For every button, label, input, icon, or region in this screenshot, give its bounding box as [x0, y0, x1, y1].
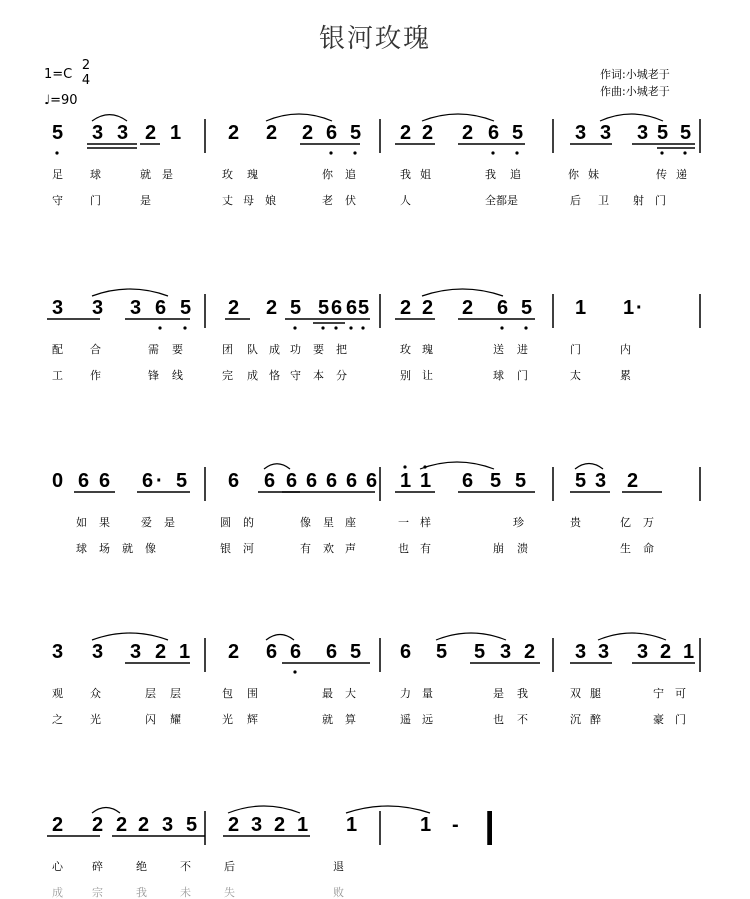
note: 1 — [400, 470, 412, 492]
octave-dot-low — [683, 151, 686, 154]
lyric-verse-2: 欢 — [323, 542, 334, 555]
lyric-verse-2: 宗 — [92, 886, 103, 899]
lyric-verse-2: 累 — [620, 369, 631, 382]
lyric-verse-2: 卫 — [598, 194, 609, 207]
note: 5 — [290, 297, 302, 319]
note: 3 — [130, 297, 142, 319]
note: 0 — [52, 470, 64, 492]
note: 6 — [326, 641, 338, 663]
lyric-verse-2: 让 — [422, 369, 433, 382]
note: - — [452, 814, 459, 836]
lyric-verse-2: 守 — [290, 369, 301, 382]
note: 6 — [462, 470, 474, 492]
lyric-verse-1: 星 — [323, 516, 334, 529]
lyric-verse-1: 的 — [243, 516, 254, 529]
lyric-verse-1: 后 — [224, 860, 235, 873]
note: 2 — [302, 122, 314, 144]
lyric-verse-1: 大 — [345, 687, 356, 700]
lyric-verse-1: 瑰 — [247, 168, 258, 181]
lyric-verse-2: 母 — [243, 194, 254, 207]
note: 3 — [575, 641, 587, 663]
lyric-verse-1: 心 — [52, 860, 63, 873]
note: 1 — [170, 122, 182, 144]
lyric-verse-1: 层 — [170, 687, 181, 700]
note: 6 — [78, 470, 90, 492]
note: 6 — [266, 641, 278, 663]
slur — [420, 462, 494, 469]
lyric-verse-1: 样 — [420, 516, 431, 529]
lyric-verse-1: 门 — [570, 343, 581, 356]
note: 1 — [420, 814, 432, 836]
note: 6 — [99, 470, 111, 492]
slur — [266, 635, 294, 641]
note: 2 — [138, 814, 150, 836]
lyric-verse-2: 太 — [570, 369, 581, 382]
lyric-verse-2: 全都是 — [485, 194, 518, 207]
note: 3 — [600, 122, 612, 144]
lyric-verse-2: 完 — [222, 369, 233, 382]
lyric-verse-2: 像 — [145, 542, 156, 555]
slur — [600, 114, 663, 121]
note: 3 — [92, 641, 104, 663]
lyric-verse-2: 耀 — [170, 713, 181, 726]
lyric-verse-2: 锋 — [148, 369, 159, 382]
note: 2 — [266, 297, 278, 319]
note: 3 — [117, 122, 129, 144]
lyric-verse-2: 分 — [336, 369, 347, 382]
lyric-verse-1: 进 — [517, 343, 528, 356]
lyric-verse-1: 是 — [493, 687, 504, 700]
lyric-verse-2: 门 — [517, 369, 528, 382]
note: 3 — [598, 641, 610, 663]
lyric-verse-1: 围 — [247, 687, 258, 700]
note: 6 — [497, 297, 509, 319]
note: 5 — [186, 814, 198, 836]
lyric-verse-2: 人 — [400, 194, 411, 207]
slur — [422, 114, 494, 121]
lyric-verse-2: 球 — [493, 369, 504, 382]
note: 3 — [92, 122, 104, 144]
slur — [92, 115, 127, 121]
note: 2 — [228, 814, 240, 836]
lyric-verse-2: 球 — [76, 542, 87, 555]
note: 6 — [400, 641, 412, 663]
quarter-note-icon: ♩ — [44, 93, 51, 108]
lyric-verse-1: 你 — [568, 168, 579, 181]
lyric-verse-1: 团 — [222, 343, 233, 356]
note: 6 — [346, 297, 358, 319]
note: 2 — [145, 122, 157, 144]
lyric-verse-2: 成 — [247, 369, 258, 382]
note: 1 — [179, 641, 191, 663]
octave-dot-low — [500, 326, 503, 329]
note: 6 — [290, 641, 302, 663]
lyric-verse-1: 玫 — [400, 343, 411, 356]
lyric-verse-1: 退 — [333, 860, 344, 873]
note: 5 — [350, 641, 362, 663]
lyric-verse-2: 场 — [99, 542, 110, 555]
note: 3 — [500, 641, 512, 663]
lyric-verse-2: 成 — [52, 886, 63, 899]
slur — [228, 806, 300, 813]
lyric-verse-2: 溃 — [517, 542, 528, 555]
note: 6 — [155, 297, 167, 319]
lyric-verse-1: 爱 — [141, 516, 152, 529]
lyric-verse-1: 一 — [398, 516, 409, 529]
lyric-verse-1: 我 — [517, 687, 528, 700]
note: 3 — [251, 814, 263, 836]
lyric-verse-1: 像 — [300, 516, 311, 529]
note: 5 — [52, 122, 64, 144]
note: 5 — [490, 470, 502, 492]
lyric-verse-2: 河 — [243, 542, 254, 555]
lyric-verse-1: 要 — [172, 343, 183, 356]
lyric-verse-1: 功 — [290, 343, 301, 356]
lyric-verse-2: 门 — [675, 713, 686, 726]
note: 1 — [297, 814, 309, 836]
lyric-verse-2: 别 — [400, 369, 411, 382]
note: 2 — [462, 122, 474, 144]
lyric-verse-1: 万 — [643, 516, 654, 529]
note: 1 — [623, 297, 635, 319]
note: 3 — [595, 470, 607, 492]
note: 1 — [346, 814, 358, 836]
lyric-verse-1: 传 — [656, 168, 667, 181]
lyric-verse-1: 内 — [620, 343, 631, 356]
lyric-verse-2: 作 — [90, 369, 101, 382]
lyric-verse-2: 恪 — [269, 369, 280, 382]
note: 5 — [436, 641, 448, 663]
note: 6 — [326, 470, 338, 492]
lyric-verse-2: 生 — [620, 542, 631, 555]
note: 5 — [575, 470, 587, 492]
lyric-verse-2: 老 — [322, 194, 333, 207]
lyric-verse-1: 包 — [222, 687, 233, 700]
note: 2 — [422, 122, 434, 144]
lyric-verse-2: 沉 — [570, 713, 581, 726]
octave-dot-low — [183, 326, 186, 329]
note: 2 — [116, 814, 128, 836]
lyric-verse-1: 我 — [485, 168, 496, 181]
octave-dot-low — [293, 326, 296, 329]
lyric-verse-2: 失 — [224, 886, 235, 899]
note: 3 — [637, 122, 649, 144]
lyric-verse-2: 醉 — [590, 713, 601, 726]
octave-dot-low — [293, 670, 296, 673]
octave-dot-low — [660, 151, 663, 154]
note: 2 — [274, 814, 286, 836]
note: 2 — [92, 814, 104, 836]
lyric-verse-2: 就 — [122, 542, 133, 555]
lyric-verse-1: 量 — [422, 687, 433, 700]
slur — [422, 289, 503, 296]
note: 3 — [575, 122, 587, 144]
lyric-verse-1: 可 — [675, 687, 686, 700]
lyric-verse-1: 你 — [322, 168, 333, 181]
lyric-verse-1: 果 — [99, 516, 110, 529]
lyric-verse-2: 我 — [136, 886, 147, 899]
lyric-verse-1: 层 — [145, 687, 156, 700]
note: 2 — [228, 641, 240, 663]
lyric-verse-2: 娘 — [265, 194, 276, 207]
note: 2 — [627, 470, 639, 492]
slur — [436, 633, 506, 640]
lyric-verse-2: 后 — [570, 194, 581, 207]
lyric-verse-2: 豪 — [653, 713, 664, 726]
octave-dot-low — [158, 326, 161, 329]
lyric-verse-2: 声 — [345, 542, 356, 555]
lyric-verse-1: 如 — [76, 516, 87, 529]
octave-dot-low — [321, 326, 324, 329]
note: 5 — [512, 122, 524, 144]
note: 6 — [286, 470, 298, 492]
slur — [92, 808, 120, 814]
tempo-value: =90 — [50, 93, 78, 108]
lyric-verse-2: 之 — [52, 713, 63, 726]
lyric-verse-1: 座 — [345, 516, 356, 529]
octave-dot-low — [349, 326, 352, 329]
lyric-verse-1: 合 — [90, 343, 101, 356]
note: 5 — [318, 297, 330, 319]
lyric-verse-1: 最 — [322, 687, 333, 700]
lyric-verse-2: 命 — [643, 542, 654, 555]
note: 6 — [142, 470, 154, 492]
lyric-verse-2: 光 — [222, 713, 233, 726]
lyric-verse-2: 工 — [52, 369, 63, 382]
lyric-verse-2: 崩 — [493, 542, 504, 555]
note: 5 — [350, 122, 362, 144]
lyric-verse-2: 有 — [300, 542, 311, 555]
lyric-verse-1: 是 — [162, 168, 173, 181]
note: 5 — [180, 297, 192, 319]
slur — [346, 806, 430, 813]
lyric-verse-1: 需 — [148, 343, 159, 356]
lyric-verse-1: 追 — [345, 168, 356, 181]
lyric-verse-2: 射 — [633, 194, 644, 207]
slur — [598, 633, 666, 640]
octave-dot-low — [361, 326, 364, 329]
lyric-verse-1: 要 — [313, 343, 324, 356]
lyric-verse-1: 绝 — [136, 860, 147, 873]
note: 6 — [331, 297, 343, 319]
lyric-verse-2: 也 — [398, 542, 409, 555]
octave-dot-low — [515, 151, 518, 154]
lyric-verse-1: 送 — [493, 343, 504, 356]
key-signature: 1=C — [44, 67, 73, 82]
lyric-verse-2: 有 — [420, 542, 431, 555]
note: 2 — [228, 122, 240, 144]
note: 2 — [462, 297, 474, 319]
note: 2 — [266, 122, 278, 144]
lyric-verse-1: 妹 — [588, 168, 599, 181]
lyric-verse-1: 观 — [52, 687, 63, 700]
lyric-verse-1: 玫 — [222, 168, 233, 181]
octave-dot-low — [491, 151, 494, 154]
lyric-verse-2: 光 — [90, 713, 101, 726]
lyric-verse-1: 圆 — [220, 516, 231, 529]
lyric-verse-2: 遥 — [400, 713, 411, 726]
note: 6 — [346, 470, 358, 492]
note: 2 — [524, 641, 536, 663]
note: 5 — [474, 641, 486, 663]
lyric-verse-1: 珍 — [513, 516, 524, 529]
song-title: 银河玫瑰 — [318, 24, 431, 54]
lyric-verse-1: 瑰 — [422, 343, 433, 356]
slur — [92, 289, 168, 296]
lyric-verse-2: 算 — [345, 713, 356, 726]
lyric-verse-2: 就 — [322, 713, 333, 726]
note: 1 — [683, 641, 695, 663]
lyric-verse-1: 不 — [180, 860, 191, 873]
note: 2 — [228, 297, 240, 319]
note: · — [636, 297, 643, 319]
lyric-verse-1: 众 — [90, 687, 101, 700]
note: 5 — [515, 470, 527, 492]
note: 6 — [264, 470, 276, 492]
lyric-verse-1: 足 — [52, 168, 63, 181]
time-signature-bottom: 4 — [81, 73, 91, 88]
lyric-verse-1: 把 — [336, 343, 347, 356]
note: 5 — [358, 297, 370, 319]
octave-dot-low — [329, 151, 332, 154]
lyric-verse-1: 是 — [164, 516, 175, 529]
note: 6 — [306, 470, 318, 492]
octave-dot-low — [353, 151, 356, 154]
slur — [575, 464, 603, 470]
note: 6 — [326, 122, 338, 144]
lyric-verse-1: 腿 — [590, 687, 601, 700]
lyric-verse-1: 就 — [140, 168, 151, 181]
lyric-verse-1: 宁 — [653, 687, 664, 700]
note: 2 — [660, 641, 672, 663]
lyric-verse-1: 配 — [52, 343, 63, 356]
lyric-verse-2: 门 — [655, 194, 666, 207]
lyric-verse-2: 丈 — [222, 194, 233, 207]
slur — [264, 464, 290, 469]
note: 6 — [228, 470, 240, 492]
note: 6 — [488, 122, 500, 144]
lyric-verse-2: 未 — [180, 886, 191, 899]
note: 3 — [637, 641, 649, 663]
note: 2 — [400, 122, 412, 144]
lyric-verse-2: 线 — [172, 369, 183, 382]
lyric-verse-1: 球 — [90, 168, 101, 181]
note: 2 — [400, 297, 412, 319]
note: 6 — [366, 470, 378, 492]
note: 2 — [155, 641, 167, 663]
lyric-verse-1: 我 — [400, 168, 411, 181]
lyric-verse-2: 辉 — [247, 713, 258, 726]
final-bar-line — [488, 811, 492, 845]
octave-dot-low — [55, 151, 58, 154]
lyric-verse-2: 伏 — [345, 194, 356, 207]
lyric-verse-1: 队 — [247, 343, 258, 356]
note: 5 — [657, 122, 669, 144]
lyric-verse-1: 双 — [570, 687, 581, 700]
note: 2 — [422, 297, 434, 319]
lyric-verse-2: 是 — [140, 194, 151, 207]
lyric-verse-1: 亿 — [620, 516, 631, 529]
lyric-verse-2: 不 — [517, 713, 528, 726]
lyric-verse-1: 递 — [676, 168, 687, 181]
note: 1 — [575, 297, 587, 319]
note: 5 — [680, 122, 692, 144]
note: 3 — [92, 297, 104, 319]
lyric-verse-2: 闪 — [145, 713, 156, 726]
lyricist-credit: 作词:小城老于 — [600, 68, 670, 81]
note: 1 — [420, 470, 432, 492]
note: · — [156, 470, 163, 492]
lyric-verse-2: 门 — [90, 194, 101, 207]
lyric-verse-2: 远 — [422, 713, 433, 726]
lyric-verse-1: 追 — [510, 168, 521, 181]
time-signature-top: 2 — [81, 58, 91, 73]
octave-dot-low — [334, 326, 337, 329]
lyric-verse-2: 也 — [493, 713, 504, 726]
lyric-verse-2: 银 — [220, 542, 231, 555]
lyric-verse-2: 守 — [52, 194, 63, 207]
note: 3 — [52, 297, 64, 319]
octave-dot-high — [403, 465, 406, 468]
lyric-verse-1: 碎 — [92, 860, 103, 873]
lyric-verse-1: 力 — [400, 687, 411, 700]
note: 2 — [52, 814, 64, 836]
lyric-verse-1: 贵 — [570, 516, 581, 529]
note: 5 — [521, 297, 533, 319]
lyric-verse-1: 成 — [269, 343, 280, 356]
note: 3 — [130, 641, 142, 663]
note: 3 — [52, 641, 64, 663]
note: 5 — [176, 470, 188, 492]
slur — [266, 114, 332, 121]
composer-credit: 作曲:小城老于 — [600, 85, 670, 98]
lyric-verse-2: 本 — [313, 369, 324, 382]
lyric-verse-2: 败 — [333, 886, 344, 899]
slur — [92, 633, 168, 640]
octave-dot-low — [524, 326, 527, 329]
note: 3 — [162, 814, 174, 836]
lyric-verse-1: 姐 — [420, 168, 431, 181]
